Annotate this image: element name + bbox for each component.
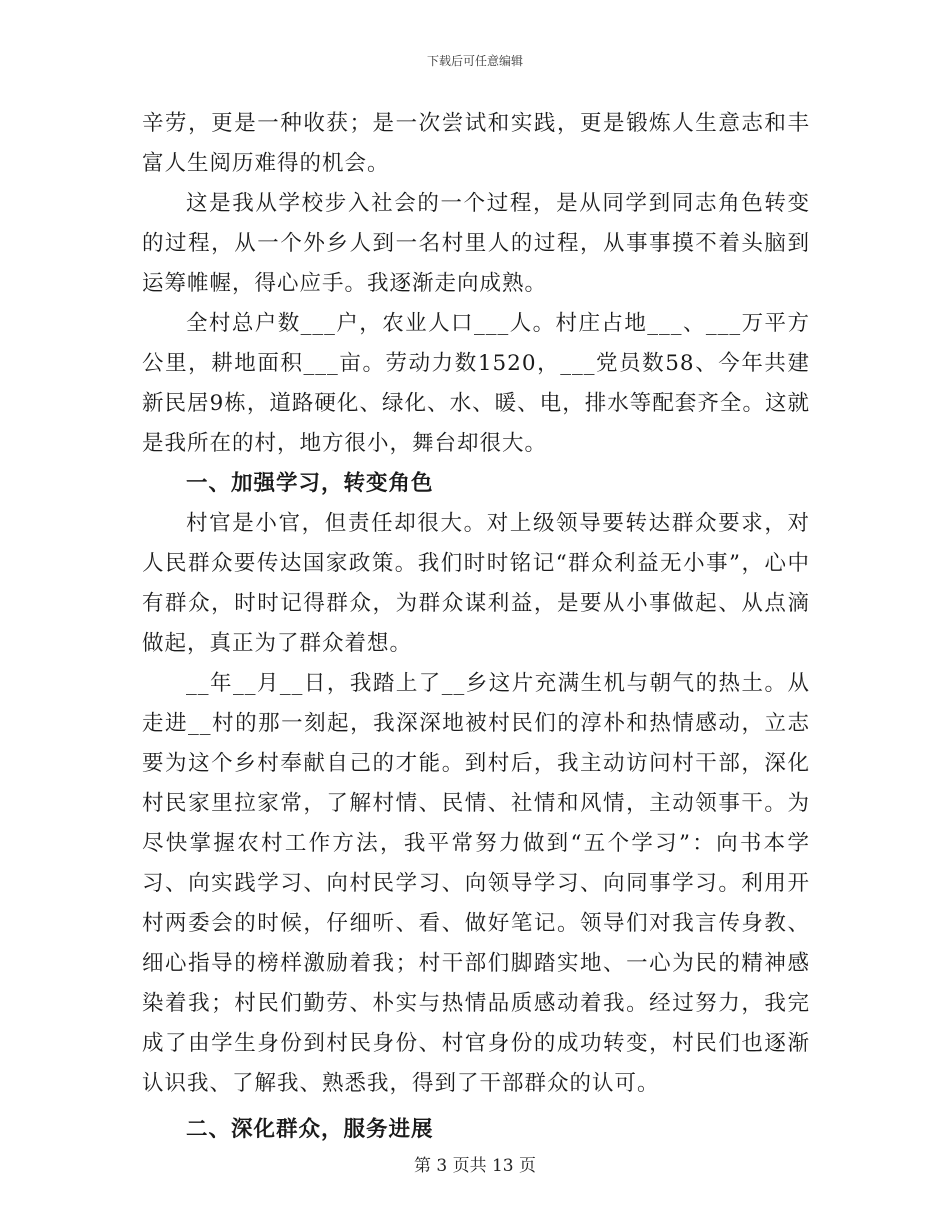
paragraph-transition: 这是我从学校步入社会的一个过程，是从同学到同志角色转变的过程，从一个外乡人到一名村里人的过程，从事事摸不着头脑到运筹帷幄，得心应手。我逐渐走向成熟。: [142, 191, 810, 296]
page-header-note: 下载后可任意编辑: [426, 54, 523, 68]
paragraph-arrival: __年__月__日，我踏上了__乡这片充满生机与朝气的热土。从走进__村的那一刻起，我深深地被村民们的淳朴和热情感动，立志要为这个乡村奉献自己的才能。到村后，我主动访问村干部，深化村民家里拉家常，了解村情、民情、社情和风情，主动领事干。为尽快掌握农村工作方法，我平常努力做到“五个学习”：向书本学习、向实践学习、向村民学习、向领导学习、向同事学习。利用开村两委会的时候，仔细听、看、做好笔记。领导们对我言传身教、细心指导的榜样激励着我；村干部们脚踏实地、一心为民的精神感染着我；村民们勤劳、朴实与热情品质感动着我。经过努力，我完成了由学生身份到村民身份、村官身份的成功转变，村民们也逐渐认识我、了解我、熟悉我，得到了干部群众的认可。: [142, 671, 810, 1096]
document-body: [142, 104, 810, 1150]
paragraph-village-official: 村官是小官，但责任却很大。对上级领导要转达群众要求，对人民群众要传达国家政策。我们时时铭记“群众利益无小事”，心中有群众，时时记得群众，为群众谋利益，是要从小事做起、从点滴做起，真正为了群众着想。: [142, 511, 810, 656]
paragraph-village-overview: 全村总户数___户，农业人口___人。村庄占地___、___万平方公里，耕地面积___亩。劳动力数1520，___党员数58、今年共建新民居9栋，道路硬化、绿化、水、暖、电，排水等配套齐全。这就是我所在的村，地方很小，舞台却很大。: [142, 311, 810, 456]
paragraph-continuation: 辛劳，更是一种收获；是一次尝试和实践，更是锻炼人生意志和丰富人生阅历难得的机会。: [142, 111, 810, 176]
page-number: 第 3 页共 13 页: [413, 1156, 537, 1176]
section-heading-1: 一、加强学习，转变角色: [186, 471, 434, 496]
section-heading-2: 二、深化群众，服务进展: [186, 1117, 434, 1142]
